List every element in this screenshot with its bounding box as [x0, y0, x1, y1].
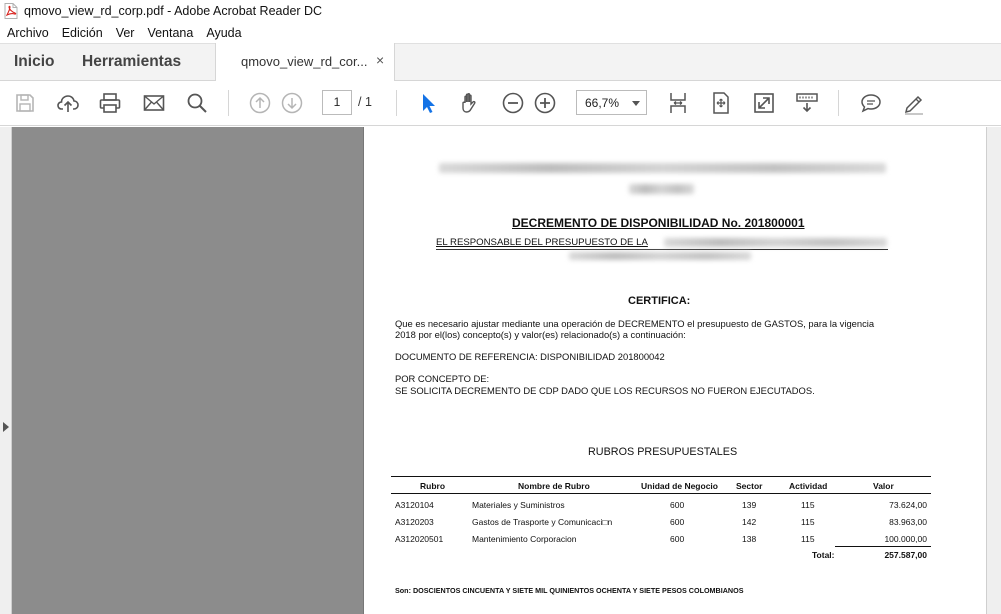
col-header-rubro: Rubro: [420, 481, 446, 491]
cloud-upload-icon[interactable]: [56, 91, 80, 115]
table-cell: 139: [742, 500, 757, 510]
tab-inicio[interactable]: Inicio: [14, 53, 55, 70]
comment-icon[interactable]: [859, 91, 883, 115]
tab-bar: [0, 43, 1001, 81]
menu-ver[interactable]: Ver: [115, 25, 135, 40]
zoom-out-icon[interactable]: [501, 91, 525, 115]
table-top-rule: [391, 476, 931, 477]
document-tab-label: qmovo_view_rd_cor...: [241, 54, 368, 69]
responsable-line: EL RESPONSABLE DEL PRESUPUESTO DE LA: [436, 237, 648, 248]
scrolling-mode-icon[interactable]: [795, 91, 819, 115]
next-page-icon[interactable]: [280, 91, 304, 115]
toolbar-separator: [228, 90, 229, 116]
table-cell: 115: [801, 500, 815, 510]
search-icon[interactable]: [185, 91, 209, 115]
menu-bar: [0, 22, 1001, 43]
right-scroll-strip[interactable]: [986, 127, 1001, 614]
menu-ayuda[interactable]: Ayuda: [206, 25, 242, 40]
redacted-org-code: [629, 184, 694, 194]
zoom-in-icon[interactable]: [533, 91, 557, 115]
chevron-down-icon: [632, 101, 640, 106]
total-rule: [835, 546, 931, 547]
pdf-file-icon: [4, 3, 18, 19]
toolbar-separator: [838, 90, 839, 116]
table-header-rule: [391, 493, 931, 494]
body-line-1: Que es necesario ajustar mediante una operación de DECREMENTO el presupuesto de GASTOS, para la vigencia: [395, 318, 875, 329]
table-cell: A3120203: [395, 517, 434, 527]
col-header-valor: Valor: [873, 481, 894, 491]
window-title: qmovo_view_rd_corp.pdf - Adobe Acrobat Reader DC: [24, 4, 323, 18]
table-cell: 115: [801, 517, 815, 527]
table-cell: Gastos de Trasporte y Comunicaci□n: [472, 517, 613, 527]
menu-archivo[interactable]: Archivo: [7, 25, 49, 40]
table-cell: 100.000,00: [884, 534, 927, 544]
body-line-2: 2018 por el(los) concepto(s) y valor(es) relacionado(s) a continuación:: [395, 329, 686, 340]
rubros-title: RUBROS PRESUPUESTALES: [588, 446, 738, 458]
select-cursor-icon[interactable]: [416, 91, 440, 115]
menu-edicion[interactable]: Edición: [61, 25, 103, 40]
col-header-sector: Sector: [736, 481, 763, 491]
table-cell: A312020501: [395, 534, 444, 544]
table-cell: 83.963,00: [889, 517, 927, 527]
table-cell: Mantenimiento Corporacion: [472, 534, 577, 544]
tab-document[interactable]: [215, 43, 395, 82]
redacted-entity-name: [664, 238, 887, 247]
zoom-value: 66,7%: [585, 96, 620, 110]
total-label: Total:: [812, 550, 835, 560]
document-area: [0, 127, 1001, 614]
save-icon[interactable]: [13, 91, 37, 115]
table-cell: 600: [670, 517, 685, 527]
left-panel-collapsed[interactable]: [0, 127, 12, 614]
col-header-actividad: Actividad: [789, 481, 828, 491]
table-cell: 600: [670, 500, 685, 510]
email-icon[interactable]: [142, 91, 166, 115]
certifica-heading: CERTIFICA:: [628, 295, 691, 307]
table-cell: 73.624,00: [889, 500, 927, 510]
table-cell: 138: [742, 534, 757, 544]
col-header-unidad: Unidad de Negocio: [641, 481, 718, 491]
underline-rule: [436, 249, 888, 250]
redacted-entity-name-2: [569, 252, 751, 260]
hand-tool-icon[interactable]: [458, 91, 482, 115]
full-screen-icon[interactable]: [752, 91, 776, 115]
sign-pen-icon[interactable]: [902, 91, 926, 115]
pdf-page: [363, 127, 986, 614]
document-heading: DECREMENTO DE DISPONIBILIDAD No. 201800001: [512, 216, 805, 230]
fit-width-icon[interactable]: [666, 91, 690, 115]
title-bar: [0, 0, 1001, 22]
total-value: 257.587,00: [884, 550, 927, 560]
page-number-input[interactable]: 1: [322, 90, 352, 115]
zoom-select[interactable]: [576, 90, 647, 115]
col-header-nombre: Nombre de Rubro: [518, 481, 590, 491]
redacted-org-name: [439, 163, 886, 173]
expand-panel-icon[interactable]: [3, 422, 9, 432]
son-line: Son: DOSCIENTOS CINCUENTA Y SIETE MIL QUINIENTOS OCHENTA Y SIETE PESOS COLOMBIANOS: [395, 586, 744, 595]
table-cell: 142: [742, 517, 757, 527]
tab-herramientas[interactable]: Herramientas: [82, 53, 182, 70]
table-cell: Materiales y Suministros: [472, 500, 565, 510]
page-total: / 1: [358, 95, 372, 109]
menu-ventana[interactable]: Ventana: [147, 25, 194, 40]
previous-page-icon[interactable]: [248, 91, 272, 115]
close-tab-icon[interactable]: ×: [376, 52, 385, 68]
concepto-label: POR CONCEPTO DE:: [395, 373, 490, 384]
table-cell: 600: [670, 534, 685, 544]
table-cell: A3120104: [395, 500, 434, 510]
concepto-text: SE SOLICITA DECREMENTO DE CDP DADO QUE LOS RECURSOS NO FUERON EJECUTADOS.: [395, 385, 815, 396]
referencia-line: DOCUMENTO DE REFERENCIA: DISPONIBILIDAD 201800042: [395, 351, 665, 362]
print-icon[interactable]: [98, 91, 122, 115]
toolbar: [0, 81, 1001, 126]
fit-page-icon[interactable]: [709, 91, 733, 115]
toolbar-separator: [396, 90, 397, 116]
table-cell: 115: [801, 534, 815, 544]
